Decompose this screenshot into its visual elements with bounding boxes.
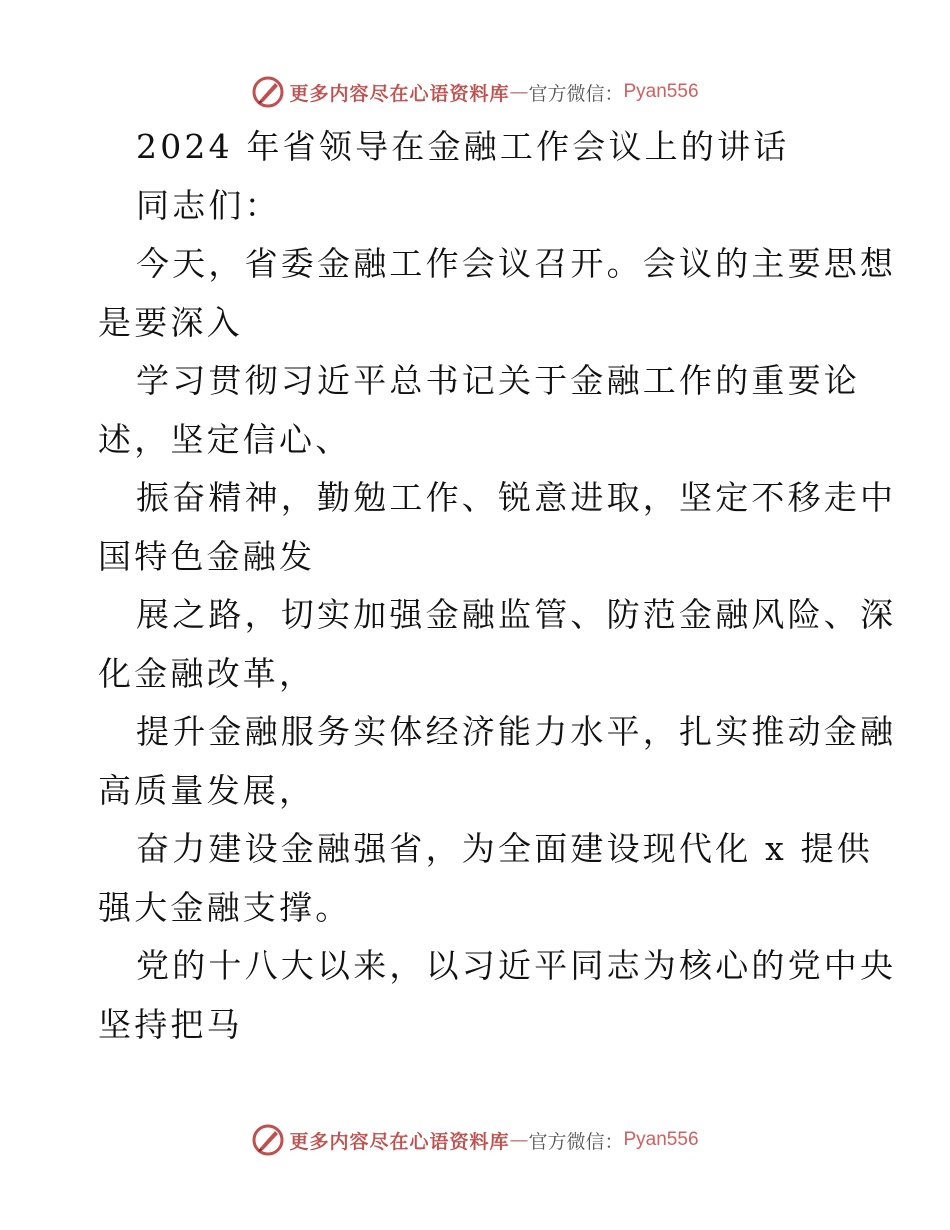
text-line: 展之路，切实加强金融监管、防范金融风险、深 <box>136 595 897 634</box>
document-title: 2024 年省领导在金融工作会议上的讲话 <box>136 127 790 166</box>
text-line: 今天，省委金融工作会议召开。会议的主要思想 <box>136 244 897 283</box>
text-line: 化金融改革， <box>98 653 316 693</box>
text-line: 同志们： <box>136 185 281 225</box>
text-line: 提升金融服务实体经济能力水平，扎实推动金融 <box>136 712 897 751</box>
banner-separator: — <box>509 1129 529 1151</box>
text-line: 坚持把马 <box>98 1004 243 1044</box>
banner-wechat-id: Pyan556 <box>623 1129 699 1150</box>
text-line: 高质量发展， <box>98 770 316 810</box>
banner-wechat-label: 官方微信： <box>528 82 624 105</box>
text-line: 党的十八大以来，以习近平同志为核心的党中央 <box>136 946 897 985</box>
quill-logo-icon <box>251 75 285 109</box>
text-line: 奋力建设金融强省，为全面建设现代化 x 提供 <box>136 829 873 868</box>
banner-brand: 更多内容尽在心语资料库 <box>289 82 510 105</box>
banner-wechat-id: Pyan556 <box>623 81 699 102</box>
footer-banner <box>0 1118 950 1162</box>
text-line: 述，坚定信心、 <box>98 419 352 459</box>
banner-separator: — <box>509 81 529 103</box>
text-line: 学习贯彻习近平总书记关于金融工作的重要论 <box>136 361 860 400</box>
banner-wechat-label: 官方微信： <box>528 1130 624 1153</box>
quill-logo-icon <box>251 1123 285 1157</box>
banner-brand: 更多内容尽在心语资料库 <box>289 1130 510 1153</box>
text-line: 国特色金融发 <box>98 536 316 576</box>
text-line: 是要深入 <box>98 302 243 342</box>
header-banner <box>0 70 950 114</box>
text-line: 强大金融支撑。 <box>98 887 352 927</box>
document-body <box>98 118 897 1054</box>
text-line: 振奋精神，勤勉工作、锐意进取，坚定不移走中 <box>136 478 897 517</box>
